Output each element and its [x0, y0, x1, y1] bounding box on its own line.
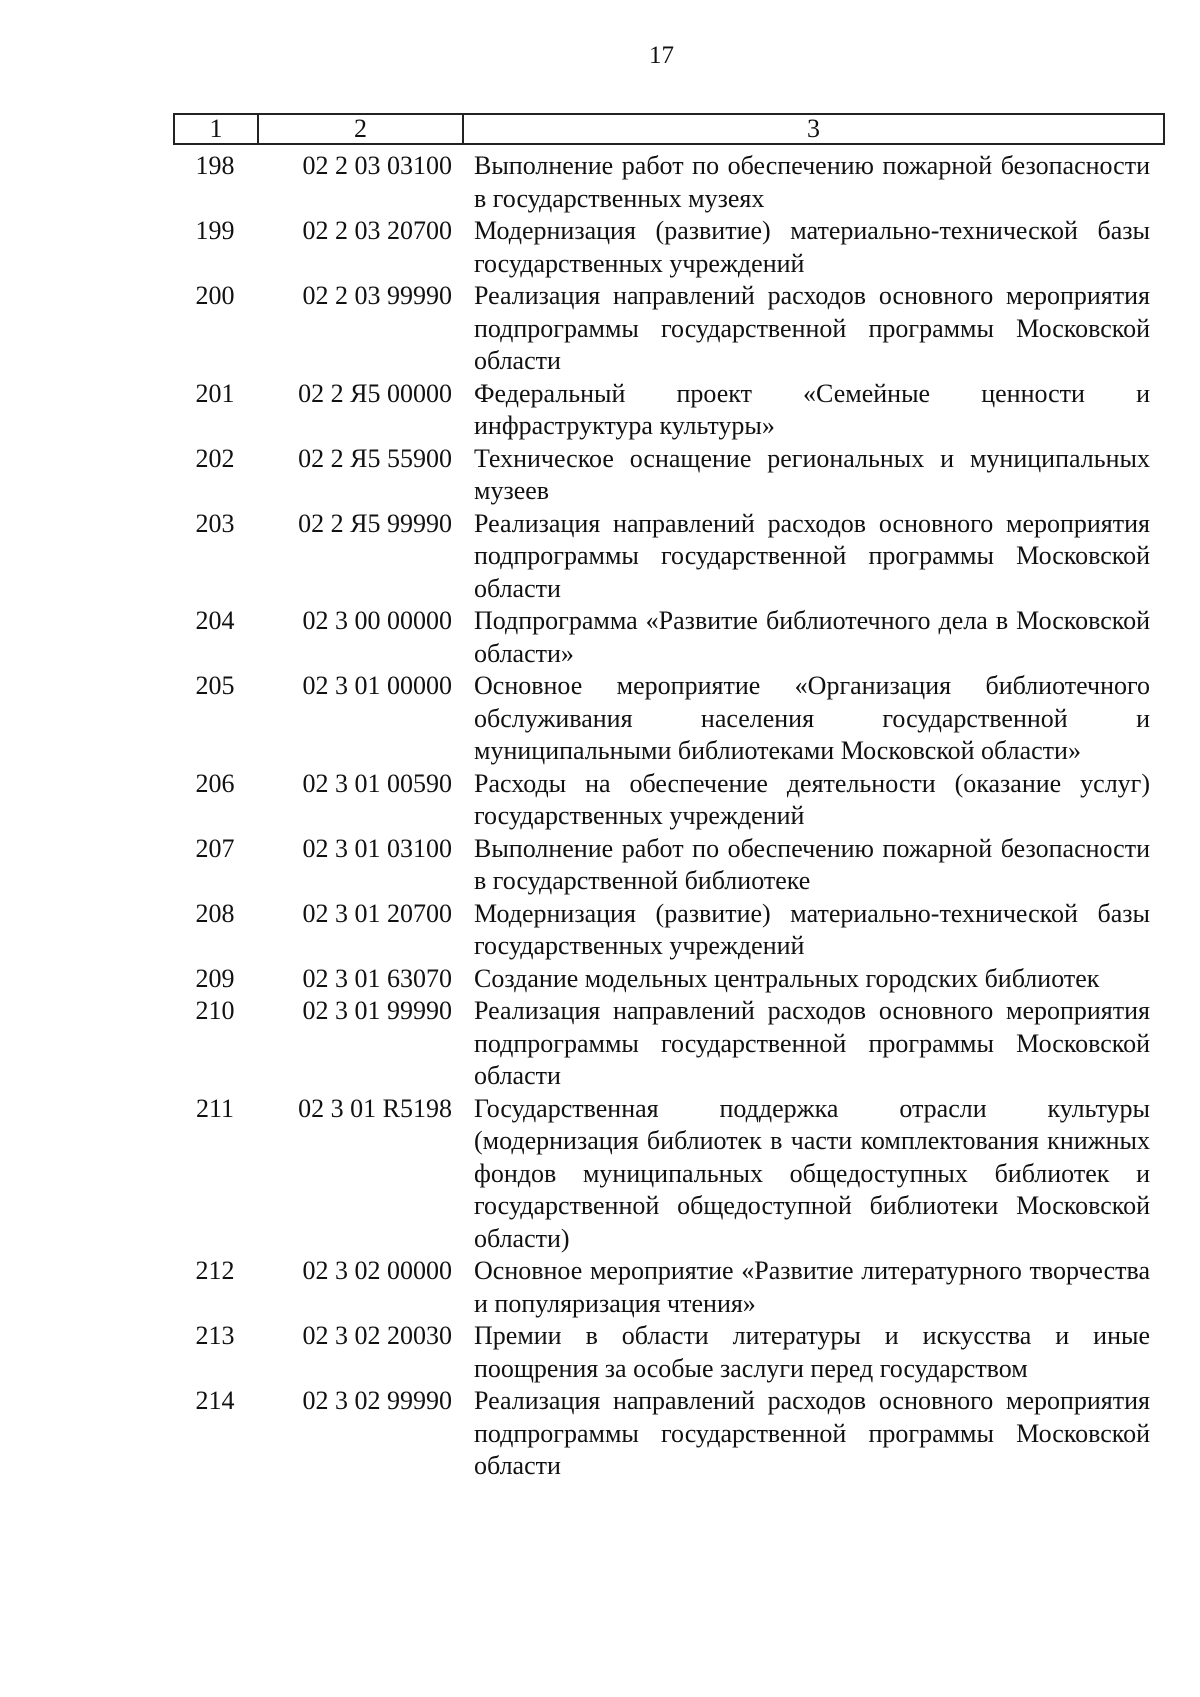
row-code: 02 2 03 99990 — [302, 281, 452, 310]
row-code: 02 2 Я5 99990 — [298, 508, 452, 538]
table-row — [173, 280, 1165, 378]
row-code: 02 3 00 00000 — [302, 606, 452, 635]
page-number: 17 — [649, 42, 674, 69]
row-description: Реализация направлений расходов основного мероприятия подпрограммы государственной программы Московской области — [474, 996, 1150, 1090]
table-row — [173, 898, 1165, 963]
row-description: Модернизация (развитие) материально-технической базы государственных учреждений — [474, 216, 1150, 278]
row-code: 02 2 Я5 55900 — [298, 443, 452, 473]
row-code: 02 3 01 00590 — [302, 768, 452, 798]
row-description: Выполнение работ по обеспечению пожарной безопасности в государственной библиотеке — [474, 833, 1150, 895]
row-number: 203 — [195, 508, 235, 538]
row-description: Реализация направлений расходов основного мероприятия подпрограммы государственной программы Московской области — [474, 281, 1150, 375]
table-row — [173, 963, 1165, 996]
row-number: 202 — [195, 443, 235, 473]
row-description: Основное мероприятие «Организация библиотечного обслуживания населения государственной и муниципальными библиотеками Московской области» — [474, 671, 1150, 765]
row-description: Создание модельных центральных городских библиотек — [474, 963, 1100, 993]
row-description: Государственная поддержка отрасли культуры (модернизация библиотек в части комплектования книжных фондов муниципальных общедоступных библиотек и государственной общедоступной библиотеки Московской области) — [474, 1093, 1150, 1253]
table-row — [173, 378, 1165, 443]
header-col-2: 2 — [259, 115, 464, 143]
row-description: Техническое оснащение региональных и муниципальных музеев — [474, 443, 1150, 505]
row-description: Реализация направлений расходов основного мероприятия подпрограммы государственной программы Московской области — [474, 508, 1150, 603]
row-number: 212 — [195, 1256, 235, 1285]
row-number: 198 — [195, 151, 235, 180]
table-body — [173, 150, 1165, 1483]
row-code: 02 3 01 R5198 — [298, 1093, 452, 1123]
table-row — [173, 150, 1165, 215]
table-row — [173, 1093, 1165, 1256]
row-number: 210 — [195, 996, 235, 1025]
row-number: 214 — [195, 1386, 235, 1415]
row-code: 02 2 03 03100 — [302, 151, 452, 180]
table-row — [173, 1385, 1165, 1483]
row-number: 209 — [195, 963, 235, 993]
table-row — [173, 670, 1165, 768]
table-header — [173, 113, 1165, 145]
table-row — [173, 768, 1165, 833]
row-code: 02 3 02 20030 — [302, 1321, 452, 1350]
row-code: 02 3 01 63070 — [302, 963, 452, 993]
table-row — [173, 605, 1165, 670]
header-col-3: 3 — [807, 114, 820, 143]
row-number: 208 — [195, 898, 235, 928]
row-code: 02 3 01 00000 — [302, 671, 452, 700]
row-code: 02 3 01 03100 — [302, 833, 452, 863]
row-description: Основное мероприятие «Развитие литературного творчества и популяризация чтения» — [474, 1256, 1150, 1318]
row-description: Модернизация (развитие) материально-технической базы государственных учреждений — [474, 898, 1150, 960]
row-number: 201 — [195, 378, 235, 408]
row-number: 211 — [195, 1093, 235, 1123]
row-description: Премии в области литературы и искусства и иные поощрения за особые заслуги перед государством — [474, 1321, 1150, 1383]
row-number: 206 — [195, 768, 235, 798]
row-description: Подпрограмма «Развитие библиотечного дела в Московской области» — [474, 606, 1150, 668]
row-description: Выполнение работ по обеспечению пожарной безопасности в государственных музеях — [474, 151, 1150, 213]
row-number: 204 — [195, 606, 235, 635]
table-row — [173, 215, 1165, 280]
row-code: 02 2 03 20700 — [302, 216, 452, 245]
row-code: 02 3 01 20700 — [302, 898, 452, 928]
header-col-1: 1 — [175, 115, 259, 143]
table-row — [173, 508, 1165, 606]
table-row — [173, 1255, 1165, 1320]
row-number: 199 — [195, 216, 235, 245]
row-number: 205 — [195, 671, 235, 700]
row-number: 200 — [195, 281, 235, 310]
row-code: 02 3 01 99990 — [302, 996, 452, 1025]
table-row — [173, 833, 1165, 898]
row-number: 207 — [195, 833, 235, 863]
row-number: 213 — [195, 1321, 235, 1350]
row-code: 02 3 02 99990 — [302, 1386, 452, 1415]
row-description: Реализация направлений расходов основного мероприятия подпрограммы государственной программы Московской области — [474, 1386, 1150, 1480]
table-row — [173, 995, 1165, 1093]
row-code: 02 3 02 00000 — [302, 1256, 452, 1285]
row-description: Федеральный проект «Семейные ценности и инфраструктура культуры» — [474, 378, 1150, 440]
table-row — [173, 1320, 1165, 1385]
row-description: Расходы на обеспечение деятельности (оказание услуг) государственных учреждений — [474, 768, 1150, 830]
row-code: 02 2 Я5 00000 — [298, 378, 452, 408]
table-row — [173, 443, 1165, 508]
